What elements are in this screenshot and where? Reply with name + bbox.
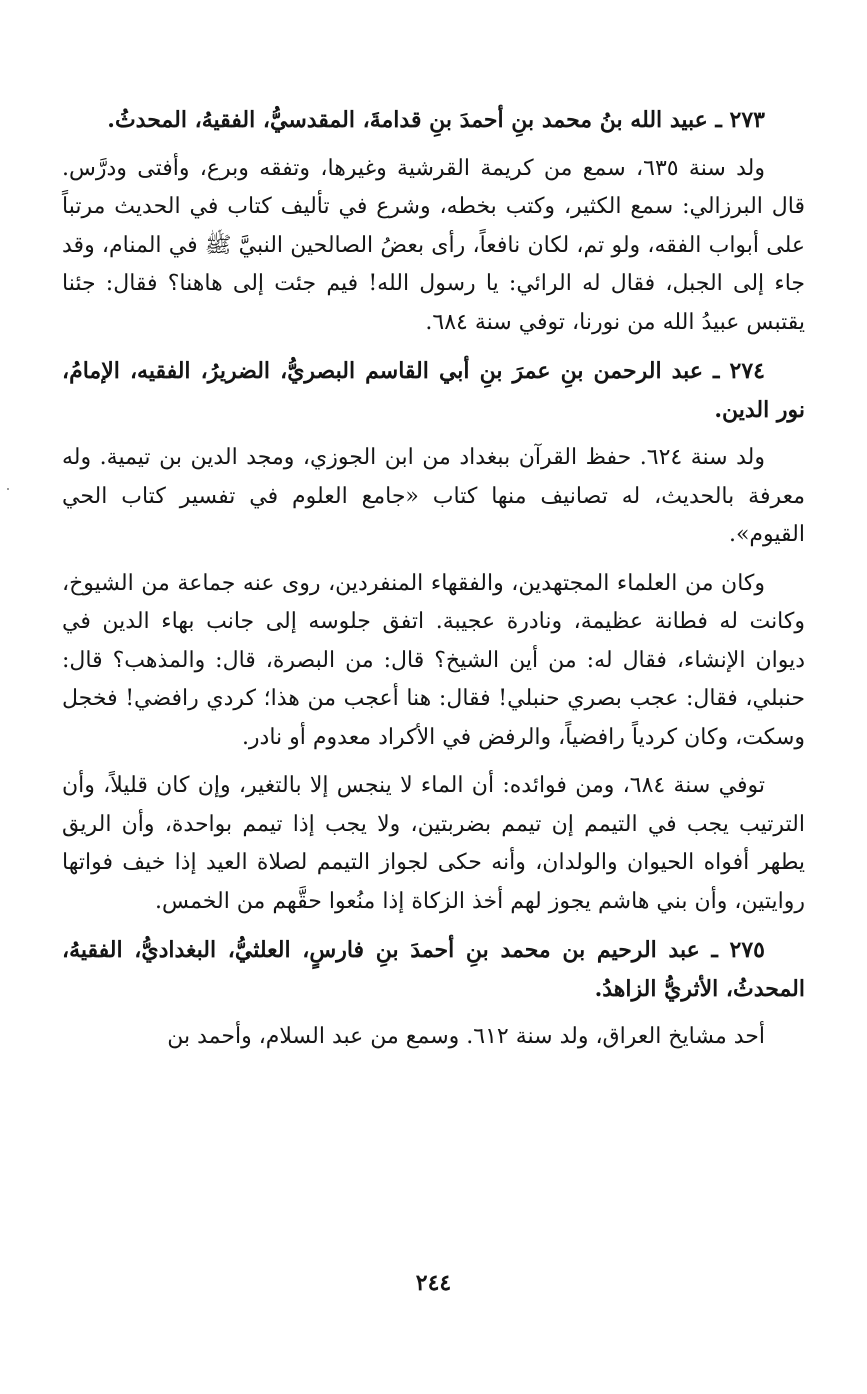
entry-274-paragraph-1: ولد سنة ٦٢٤. حفظ القرآن ببغداد من ابن الجوزي، ومجد الدين بن تيمية. وله معرفة بالحديث، له تصانيف منها كتاب «جامع العلوم في تفسير كتاب الحي القيوم». <box>62 445 805 547</box>
edge-speck <box>7 488 9 490</box>
entry-275-paragraph-1: أحد مشايخ العراق، ولد سنة ٦١٢. وسمع من عبد السلام، وأحمد بن <box>167 1024 765 1049</box>
page-number: ٢٤٤ <box>415 1270 452 1296</box>
page-text <box>62 101 805 1057</box>
entry-274-paragraph-3: توفي سنة ٦٨٤، ومن فوائده: أن الماء لا ينجس إلا بالتغير، وإن كان قليلاً، وأن الترتيب يجب في التيمم إن تيمم بضربتين، ولا يجب إذا تيمم بواحدة، وأن الريق يطهر أفواه الحيوان والولدان، وأنه حكى لجواز التيمم لصلاة العيد إذا خيف فواتها روايتين، وأن بني هاشم يجوز لهم أخذ الزكاة إذا منُعوا حقَّهم من الخمس. <box>62 773 805 914</box>
entry-274-paragraph-2: وكان من العلماء المجتهدين، والفقهاء المنفردين، روى عنه جماعة من الشيوخ، وكانت له فطانة عظيمة، ونادرة عجيبة. اتفق جلوسه إلى جانب بهاء الدين في ديوان الإنشاء، فقال له: من أين الشيخ؟ قال: من البصرة، قال: والمذهب؟ قال: حنبلي، فقال: عجب بصري حنبلي! فقال: هنا أعجب من هذا؛ كردي رافضي! فخجل وسكت، وكان كردياً رافضياً، والرفض في الأكراد معدوم أو نادر. <box>62 570 805 750</box>
entry-heading-274: ٢٧٤ ـ عبد الرحمن بنِ عمرَ بنِ أبي القاسم البصريُّ، الضريرُ، الفقيه، الإمامُ، نور الدين. <box>62 358 805 423</box>
entry-heading-275: ٢٧٥ ـ عبد الرحيم بن محمد بنِ أحمدَ بنِ فارسٍ، العلثيُّ، البغداديُّ، الفقيهُ، المحدثُ، الأثريُّ الزاهدُ. <box>62 937 805 1002</box>
entry-heading-273: ٢٧٣ ـ عبيد الله بنُ محمد بنِ أحمدَ بنِ قدامةَ، المقدسيُّ، الفقيهُ، المحدثُ. <box>107 107 765 133</box>
entry-273-paragraph-1: ولد سنة ٦٣٥، سمع من كريمة القرشية وغيرها، وتفقه وبرع، وأفتى ودرَّس. قال البرزالي: سمع الكثير، وكتب بخطه، وشرع في تأليف كتاب في الحديث مرتباً على أبواب الفقه، ولو تم، لكان نافعاً، رأى بعضُ الصالحين النبيَّ ﷺ في المنام، وقد جاء إلى الجبل، فقال له الرائي: يا رسول الله! فيم جئت إلى هاهنا؟ فقال: جئنا يقتبس عبيدُ الله من نورنا، توفي سنة ٦٨٤. <box>62 155 805 335</box>
